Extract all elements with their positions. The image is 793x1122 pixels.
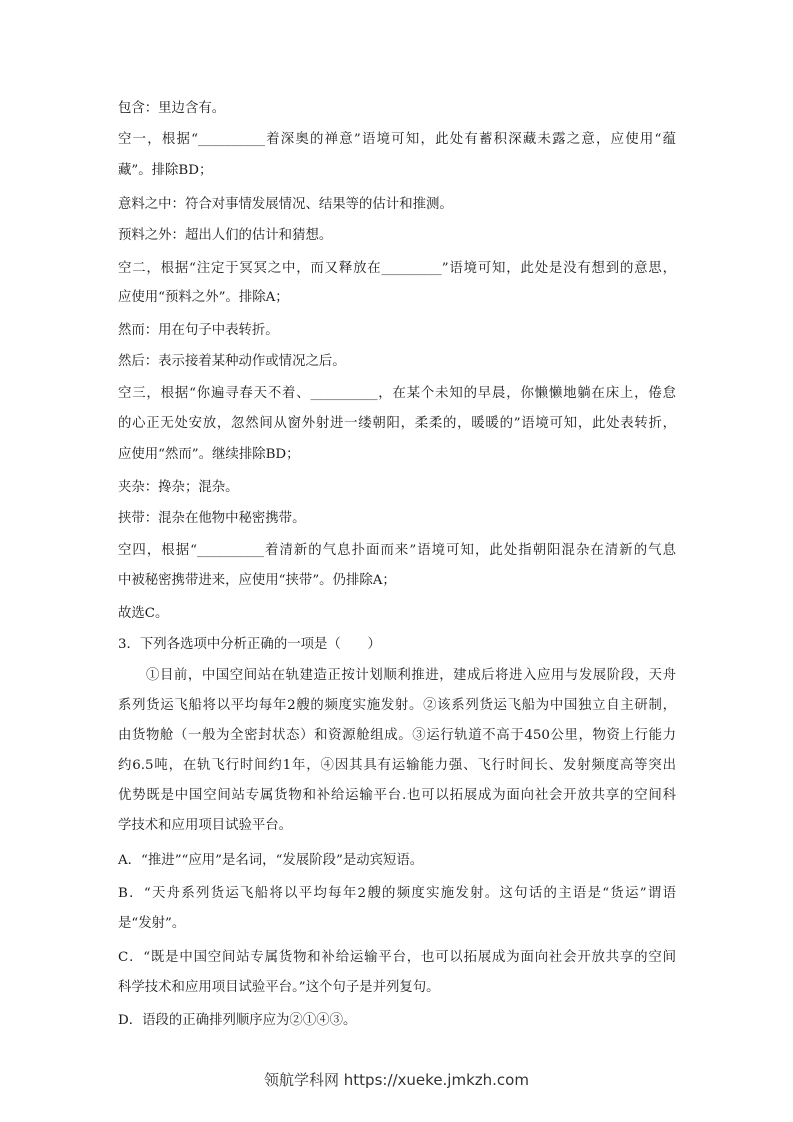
text-line: 空四，根据“__________着清新的气息扑面而来”语境可知，此处指朝阳混杂在清新的气息 <box>118 543 676 558</box>
text-line: 空一，根据“__________着深奥的禅意”语境可知，此处有蓄积深藏未露之意，应使用“蕴 <box>118 132 676 147</box>
text-line: 故选C。 <box>118 606 169 621</box>
option-c: C．“既是中国空间站专属货物和补给运输平台，也可以拓展成为面向社会开放共享的空间 <box>118 950 676 965</box>
text-line: 藏”。排除BD； <box>118 163 213 178</box>
question-title: 3．下列各选项中分析正确的一项是（ ） <box>118 637 381 652</box>
option-c-cont: 科学技术和应用项目试验平台。”这个句子是并列复句。 <box>118 980 440 995</box>
text-line: 的心正无处安放，忽然间从窗外射进一缕朝阳，柔柔的，暖暖的”语境可知，此处表转折， <box>118 416 676 431</box>
text-line: 应使用“然而”。继续排除BD； <box>118 447 300 462</box>
text-line: 空二，根据“注定于冥冥之中，而又释放在_________”语境可知，此处是没有想到的意思， <box>118 261 676 276</box>
passage-line: 优势既是中国空间站专属货物和补给运输平台.也可以拓展成为面向社会开放共享的空间科 <box>118 788 676 803</box>
text-line: 预料之外：超出人们的估计和猜想。 <box>118 228 333 243</box>
passage-line: ①目前，中国空间站在轨建造正按计划顺利推进，建成后将进入应用与发展阶段，天舟 <box>146 668 676 683</box>
text-line: 然而：用在句子中表转折。 <box>118 323 279 338</box>
passage-line: 系列货运飞船将以平均每年2艘的频度实施发射。②该系列货运飞船为中国独立自主研制， <box>118 698 676 713</box>
text-line: 意料之中：符合对事情发展情况、结果等的估计和推测。 <box>118 197 453 212</box>
text-line: 夹杂：搀杂；混杂。 <box>118 480 239 495</box>
option-d: D．语段的正确排列顺序应为②①④③。 <box>118 1013 357 1028</box>
text-line: 空三，根据“你遍寻春天不着、__________，在某个未知的早晨，你懒懒地躺在床上，倦怠 <box>118 386 676 401</box>
text-line: 中被秘密携带进来，应使用“挟带”。仍排除A； <box>118 573 396 588</box>
text-line: 包含：里边含有。 <box>118 101 226 116</box>
option-b-cont: 是“发射”。 <box>118 916 186 931</box>
passage-line: 约6.5吨，在轨飞行时间约1年，④因其具有运输能力强、飞行时间长、发射频度高等突出 <box>118 758 676 773</box>
footer-watermark: 领航学科网 https://xueke.jmkzh.com <box>264 1071 529 1089</box>
text-line: 挟带：混杂在他物中秘密携带。 <box>118 511 306 526</box>
passage-line: 学技术和应用项目试验平台。 <box>118 818 293 833</box>
option-b: B．“天舟系列货运飞船将以平均每年2艘的频度实施发射。这句话的主语是“货运”谓语 <box>118 886 676 901</box>
passage-line: 由货物舱（一般为全密封状态）和资源舱组成。③运行轨道不高于450公里，物资上行能力 <box>118 728 676 743</box>
option-a: A．“推进”“应用”是名词，“发展阶段”是动宾短语。 <box>118 853 424 868</box>
text-line: 应使用“预料之外”。排除A； <box>118 290 289 305</box>
text-line: 然后：表示接着某种动作或情况之后。 <box>118 354 346 369</box>
